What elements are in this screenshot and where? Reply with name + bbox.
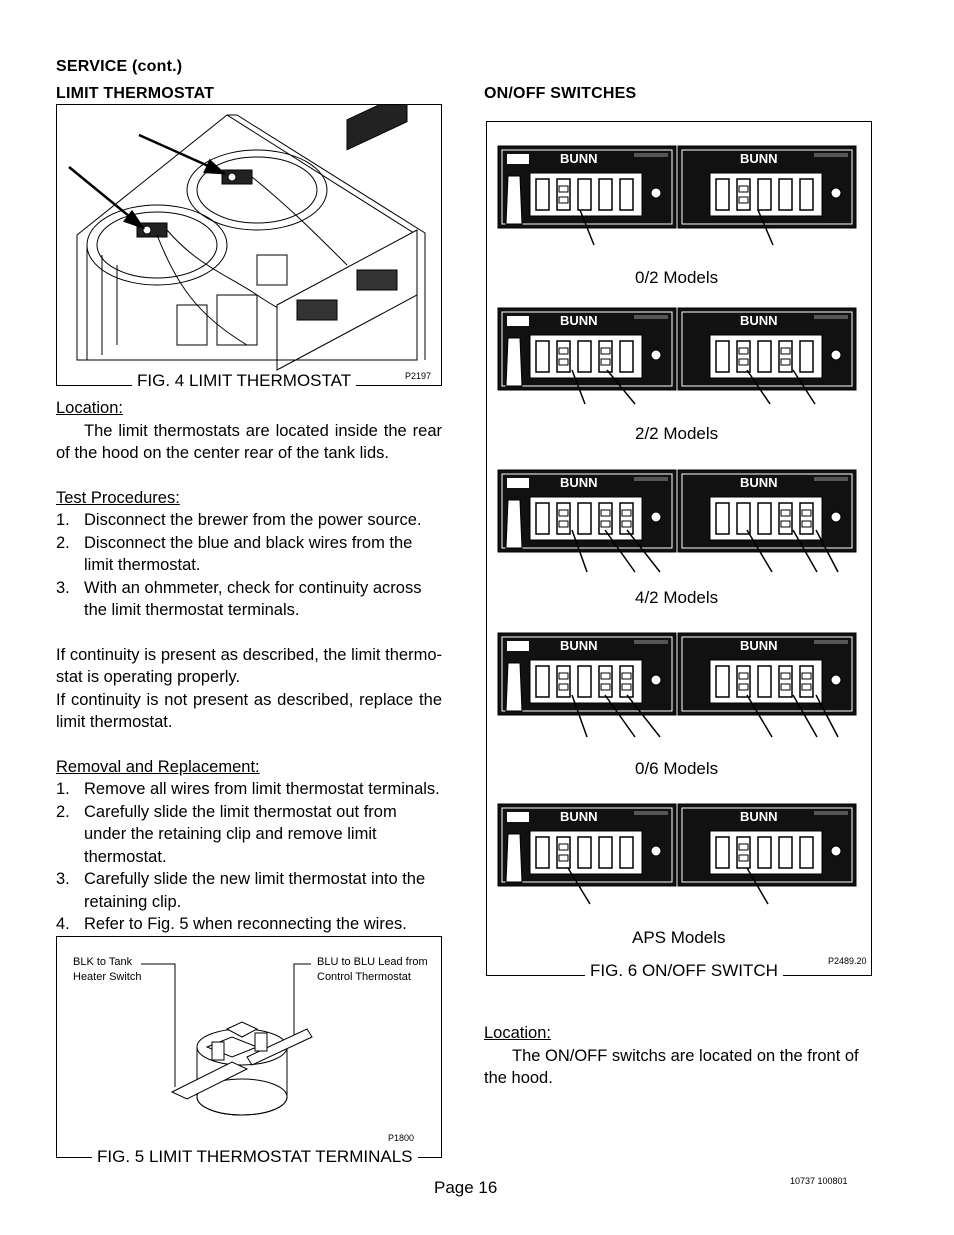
ready-light (651, 846, 661, 856)
brand-logo: BUNN (560, 638, 598, 653)
model-label: APS Models (632, 928, 726, 947)
hot-water-faucet (506, 834, 522, 882)
model-label: 0/6 Models (635, 759, 719, 778)
document-code: 10737 100801 (790, 1176, 848, 1186)
page-number: Page 16 (434, 1178, 498, 1197)
fig5-caption: FIG. 5 LIMIT THERMOSTAT TERMINALS (92, 1147, 418, 1167)
list-item: 2. Disconnect the blue and black wires from the limit thermostat. (56, 533, 413, 574)
list-item: 4. Refer to Fig. 5 when reconnecting the wires. (56, 915, 407, 933)
fig6-caption: FIG. 6 ON/OFF SWITCH (585, 961, 783, 981)
brand-logo: BUNN (740, 475, 778, 490)
brand-logo: BUNN (740, 313, 778, 328)
brand-logo: BUNN (740, 809, 778, 824)
ready-light (831, 846, 841, 856)
hot-water-label (507, 812, 529, 822)
location-heading: Location: (56, 399, 123, 417)
test-heading: Test Procedures: (56, 488, 180, 507)
section-heading: SERVICE (cont.) (56, 58, 183, 75)
list-item: 2. Carefully slide the limit thermostat out from under the retaining clip and remove limit thermostat. (56, 802, 397, 866)
list-item: 3. Carefully slide the new limit thermostat into the retaining clip. (56, 870, 426, 911)
model-label: 2/2 Models (635, 424, 719, 443)
fig4-caption: FIG. 4 LIMIT THERMOSTAT (132, 371, 356, 391)
brand-logo: BUNN (740, 638, 778, 653)
brand-logo: BUNN (560, 475, 598, 490)
brand-logo: BUNN (740, 151, 778, 166)
result-absent: If continuity is not present as described, replace the limit thermostat. (56, 690, 442, 731)
fig4-code: P2197 (404, 371, 431, 381)
on-off-location-heading: Location: (484, 1024, 551, 1042)
list-item: 1. Disconnect the brewer from the power source. (56, 511, 422, 529)
brand-logo: BUNN (560, 313, 598, 328)
brand-logo: BUNN (560, 151, 598, 166)
list-item: 3. With an ohmmeter, check for continuity across the limit thermostat terminals. (56, 578, 422, 619)
blk-label: BLK to Tank Heater Switch (73, 956, 142, 983)
right-text (484, 1022, 872, 1090)
list-item: 1. Remove all wires from limit thermostat terminals. (56, 780, 440, 798)
removal-heading: Removal and Replacement: (56, 757, 260, 776)
on-off-heading: ON/OFF SWITCHES (484, 85, 637, 102)
location-text: The limit thermostats are located inside the rear of the hood on the center rear of the tank lids. (56, 421, 442, 462)
model-label: 0/2 Models (635, 268, 719, 287)
brand-logo: BUNN (560, 809, 598, 824)
fig6-code: P2489.20 (828, 956, 867, 966)
limit-thermostat-heading: LIMIT THERMOSTAT (56, 85, 215, 102)
model-label: 4/2 Models (635, 588, 719, 607)
result-present: If continuity is present as described, the limit thermo-stat is operating properly. (56, 645, 442, 686)
blu-label: BLU to BLU Lead from Control Thermostat (317, 956, 428, 983)
on-off-location-text: The ON/OFF switchs are located on the front of the hood. (484, 1046, 859, 1087)
fig5-code: P1800 (388, 1133, 415, 1143)
